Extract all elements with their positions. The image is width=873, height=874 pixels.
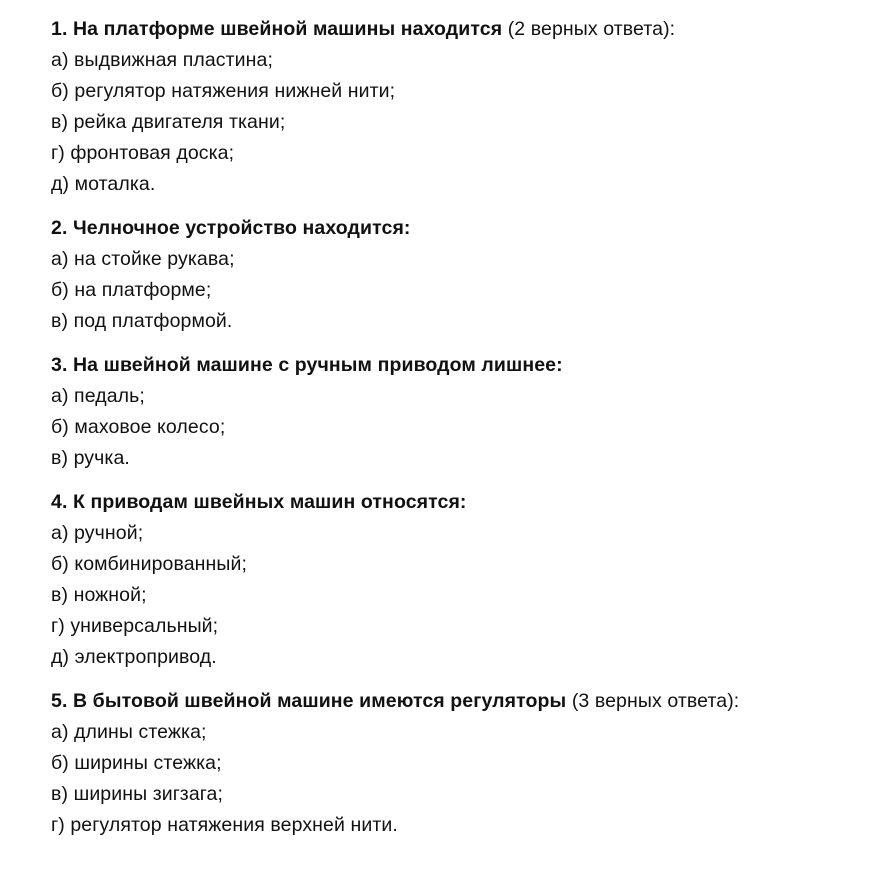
answer-option: а) ручной;: [51, 522, 144, 544]
answer-option: в) ручка.: [51, 447, 130, 469]
question-text: 5. В бытовой швейной машине имеются регуляторы: [51, 690, 567, 712]
question-title: [51, 14, 873, 45]
question-text: 4. К приводам швейных машин относятся:: [51, 491, 467, 513]
answer-option: г) универсальный;: [51, 615, 219, 637]
answer-option: в) ширины зигзага;: [51, 783, 224, 805]
answer-option: б) ширины стежка;: [51, 752, 222, 774]
answer-option: в) ножной;: [51, 584, 147, 606]
answer-option: б) комбинированный;: [51, 553, 248, 575]
answer-option: д) моталка.: [51, 173, 156, 195]
answer-option: а) длины стежка;: [51, 721, 207, 743]
answer-option: а) выдвижная пластина;: [51, 49, 273, 71]
answer-option: а) на стойке рукава;: [51, 248, 235, 270]
question-5: [51, 686, 873, 841]
answer-option: г) регулятор натяжения верхней нити.: [51, 814, 398, 836]
question-2: [51, 213, 873, 337]
answer-option: д) электропривод.: [51, 646, 217, 668]
question-title: [51, 213, 873, 244]
question-title: [51, 686, 873, 717]
answer-option: а) педаль;: [51, 385, 145, 407]
answer-count-note: (2 верных ответа):: [502, 18, 676, 40]
question-title: [51, 350, 873, 381]
answer-count-note: (3 верных ответа):: [566, 690, 740, 712]
answer-option: в) под платформой.: [51, 310, 233, 332]
question-title: [51, 487, 873, 518]
question-3: [51, 350, 873, 474]
question-4: [51, 487, 873, 673]
question-text: 2. Челночное устройство находится:: [51, 217, 411, 239]
answer-option: в) рейка двигателя ткани;: [51, 111, 286, 133]
question-1: [51, 14, 873, 200]
question-text: 3. На швейной машине с ручным приводом лишнее:: [51, 354, 563, 376]
answer-option: г) фронтовая доска;: [51, 142, 235, 164]
answer-option: б) на платформе;: [51, 279, 212, 301]
answer-option: б) регулятор натяжения нижней нити;: [51, 80, 396, 102]
answer-option: б) маховое колесо;: [51, 416, 226, 438]
question-text: 1. На платформе швейной машины находится: [51, 18, 503, 40]
